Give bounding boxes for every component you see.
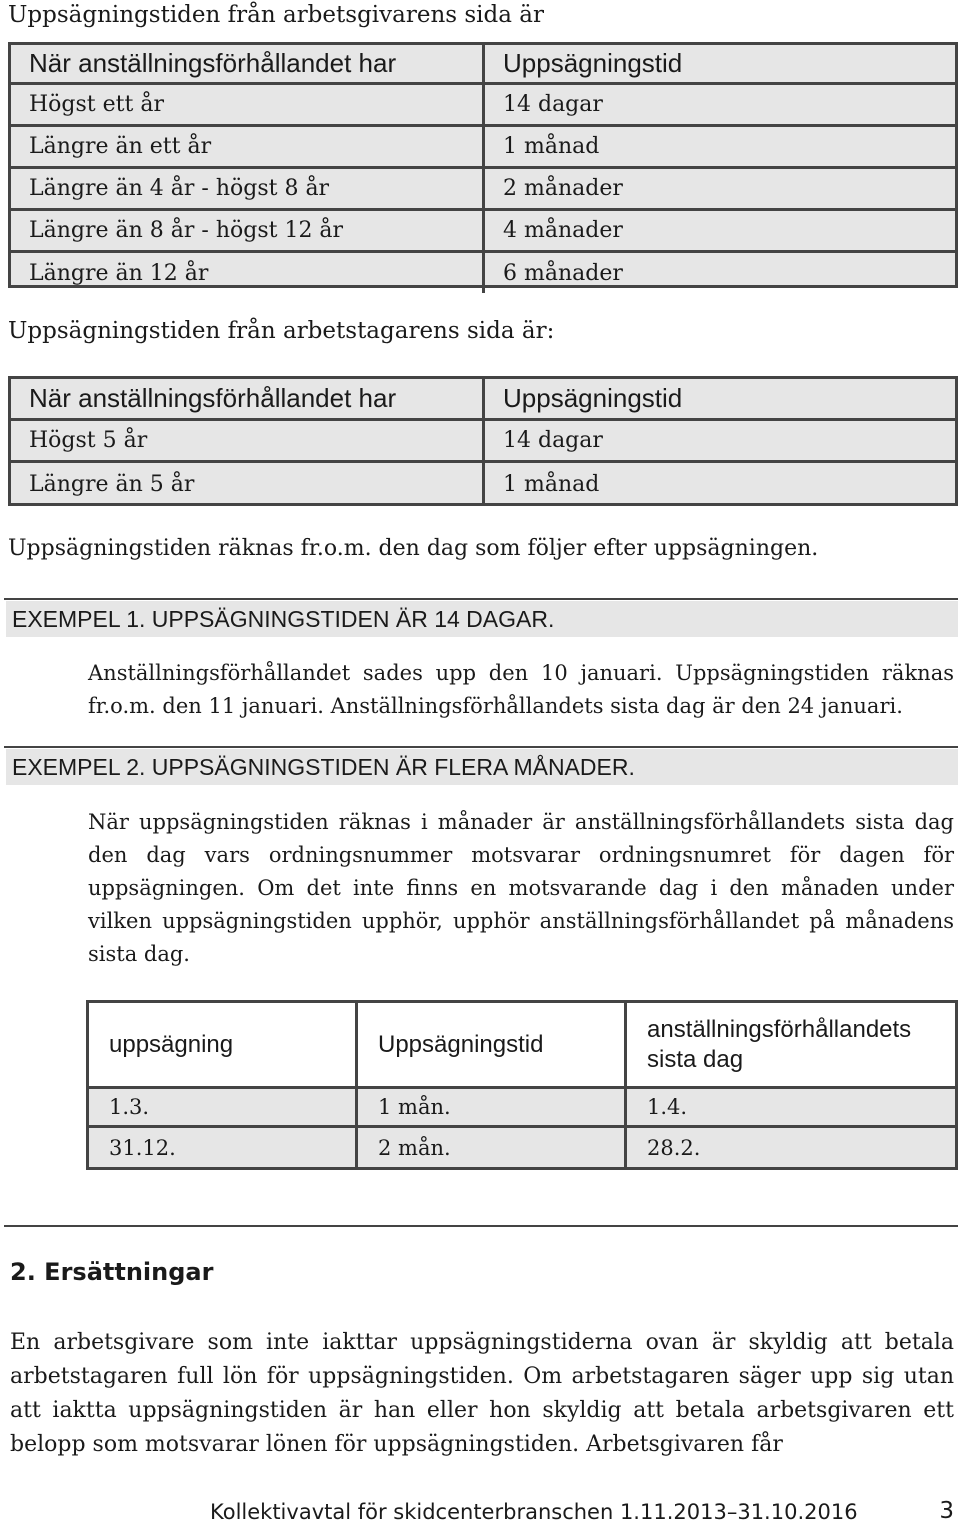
body-paragraph: En arbetsgivare som inte iakttar uppsägningstiderna ovan är skyldig att betala arbetstagaren full lön för uppsägningstiden. Om arbetstagaren säger upp sig utan att iaktta uppsägningstiden är han eller hon skyldig att betala arbetsgivaren ett belopp som motsvarar lönen för uppsägningstiden. Arbetsgivaren får [10,1330,954,1457]
table-header-row [11,45,955,85]
table-cell: 1 månad [503,134,600,159]
header-cell: Uppsägningstid [358,1003,627,1086]
header-cell: Uppsägningstid [503,48,683,78]
table-cell: Högst 5 år [11,421,485,460]
table-cell: Längre än 4 år - högst 8 år [11,169,485,208]
table-cell: 4 månader [503,218,623,243]
table-cell: 28.2. [647,1135,701,1160]
table-cell: 14 dagar [503,428,603,453]
page-number: 3 [939,1498,954,1524]
table-row [11,169,955,211]
table-cell: 31.12. [89,1128,358,1167]
table-cell: 1.3. [89,1089,358,1125]
table-header-row [11,379,955,421]
header-cell: Uppsägningstid [503,383,683,413]
table-cell: Högst ett år [11,85,485,124]
table-row [89,1128,955,1167]
example2-title: EXEMPEL 2. UPPSÄGNINGSTIDEN ÄR FLERA MÅNADER. [6,749,958,785]
table-row [11,211,955,253]
notice-period-employer-table [8,42,958,288]
table-header-row [89,1003,955,1089]
table-cell: 2 månader [503,176,623,201]
divider [4,598,958,600]
divider [4,1225,958,1227]
table-cell: 6 månader [503,260,623,286]
table-row [11,463,955,505]
table-cell: 2 mån. [358,1128,627,1167]
divider [4,746,958,748]
section2-title: Uppsägningstiden från arbetstagarens sida är: [8,318,555,344]
section1-title: Uppsägningstiden från arbetsgivarens sida är [8,2,544,28]
table-row [11,85,955,127]
table-cell: Längre än 12 år [11,253,485,293]
example2-table [86,1000,958,1170]
section-title: 2. Ersättningar [10,1258,214,1286]
header-cell: uppsägning [89,1003,358,1086]
table-row [11,253,955,293]
notice-period-employee-table [8,376,958,506]
table-row [89,1089,955,1128]
table-cell: Längre än 5 år [11,463,485,505]
table-cell: Längre än ett år [11,127,485,166]
example2-text: När uppsägningstiden räknas i månader är anställningsförhållandets sista dag den dag vars ordningsnummer motsvarar ordningsnumret för dagen för uppsägningen. Om det inte finns en motsvarande dag i den månaden under vilken uppsägningstiden upphör, upphör anställningsförhållandet på månadens sista dag. [88,810,954,966]
table-cell: Längre än 8 år - högst 12 år [11,211,485,250]
footer-text: Kollektivavtal för skidcenterbranschen 1.11.2013–31.10.2016 [210,1500,858,1524]
table-cell: 1.4. [647,1095,688,1119]
header-cell: När anställningsförhållandet har [11,379,485,418]
header-cell: När anställningsförhållandet har [11,45,485,82]
table-row [11,127,955,169]
table-cell: 1 mån. [358,1089,627,1125]
counting-note: Uppsägningstiden räknas fr.o.m. den dag som följer efter uppsägningen. [8,536,819,561]
header-cell: anställningsförhållandets sista dag [647,1015,912,1073]
table-row [11,421,955,463]
example1-title: EXEMPEL 1. UPPSÄGNINGSTIDEN ÄR 14 DAGAR. [6,601,958,637]
example1-text: Anställningsförhållandet sades upp den 10 januari. Uppsägningstiden räknas fr.o.m. den 11 januari. Anställningsförhållandets sista dag är den 24 januari. [88,661,954,718]
table-cell: 1 månad [503,471,600,497]
table-cell: 14 dagar [503,92,603,117]
